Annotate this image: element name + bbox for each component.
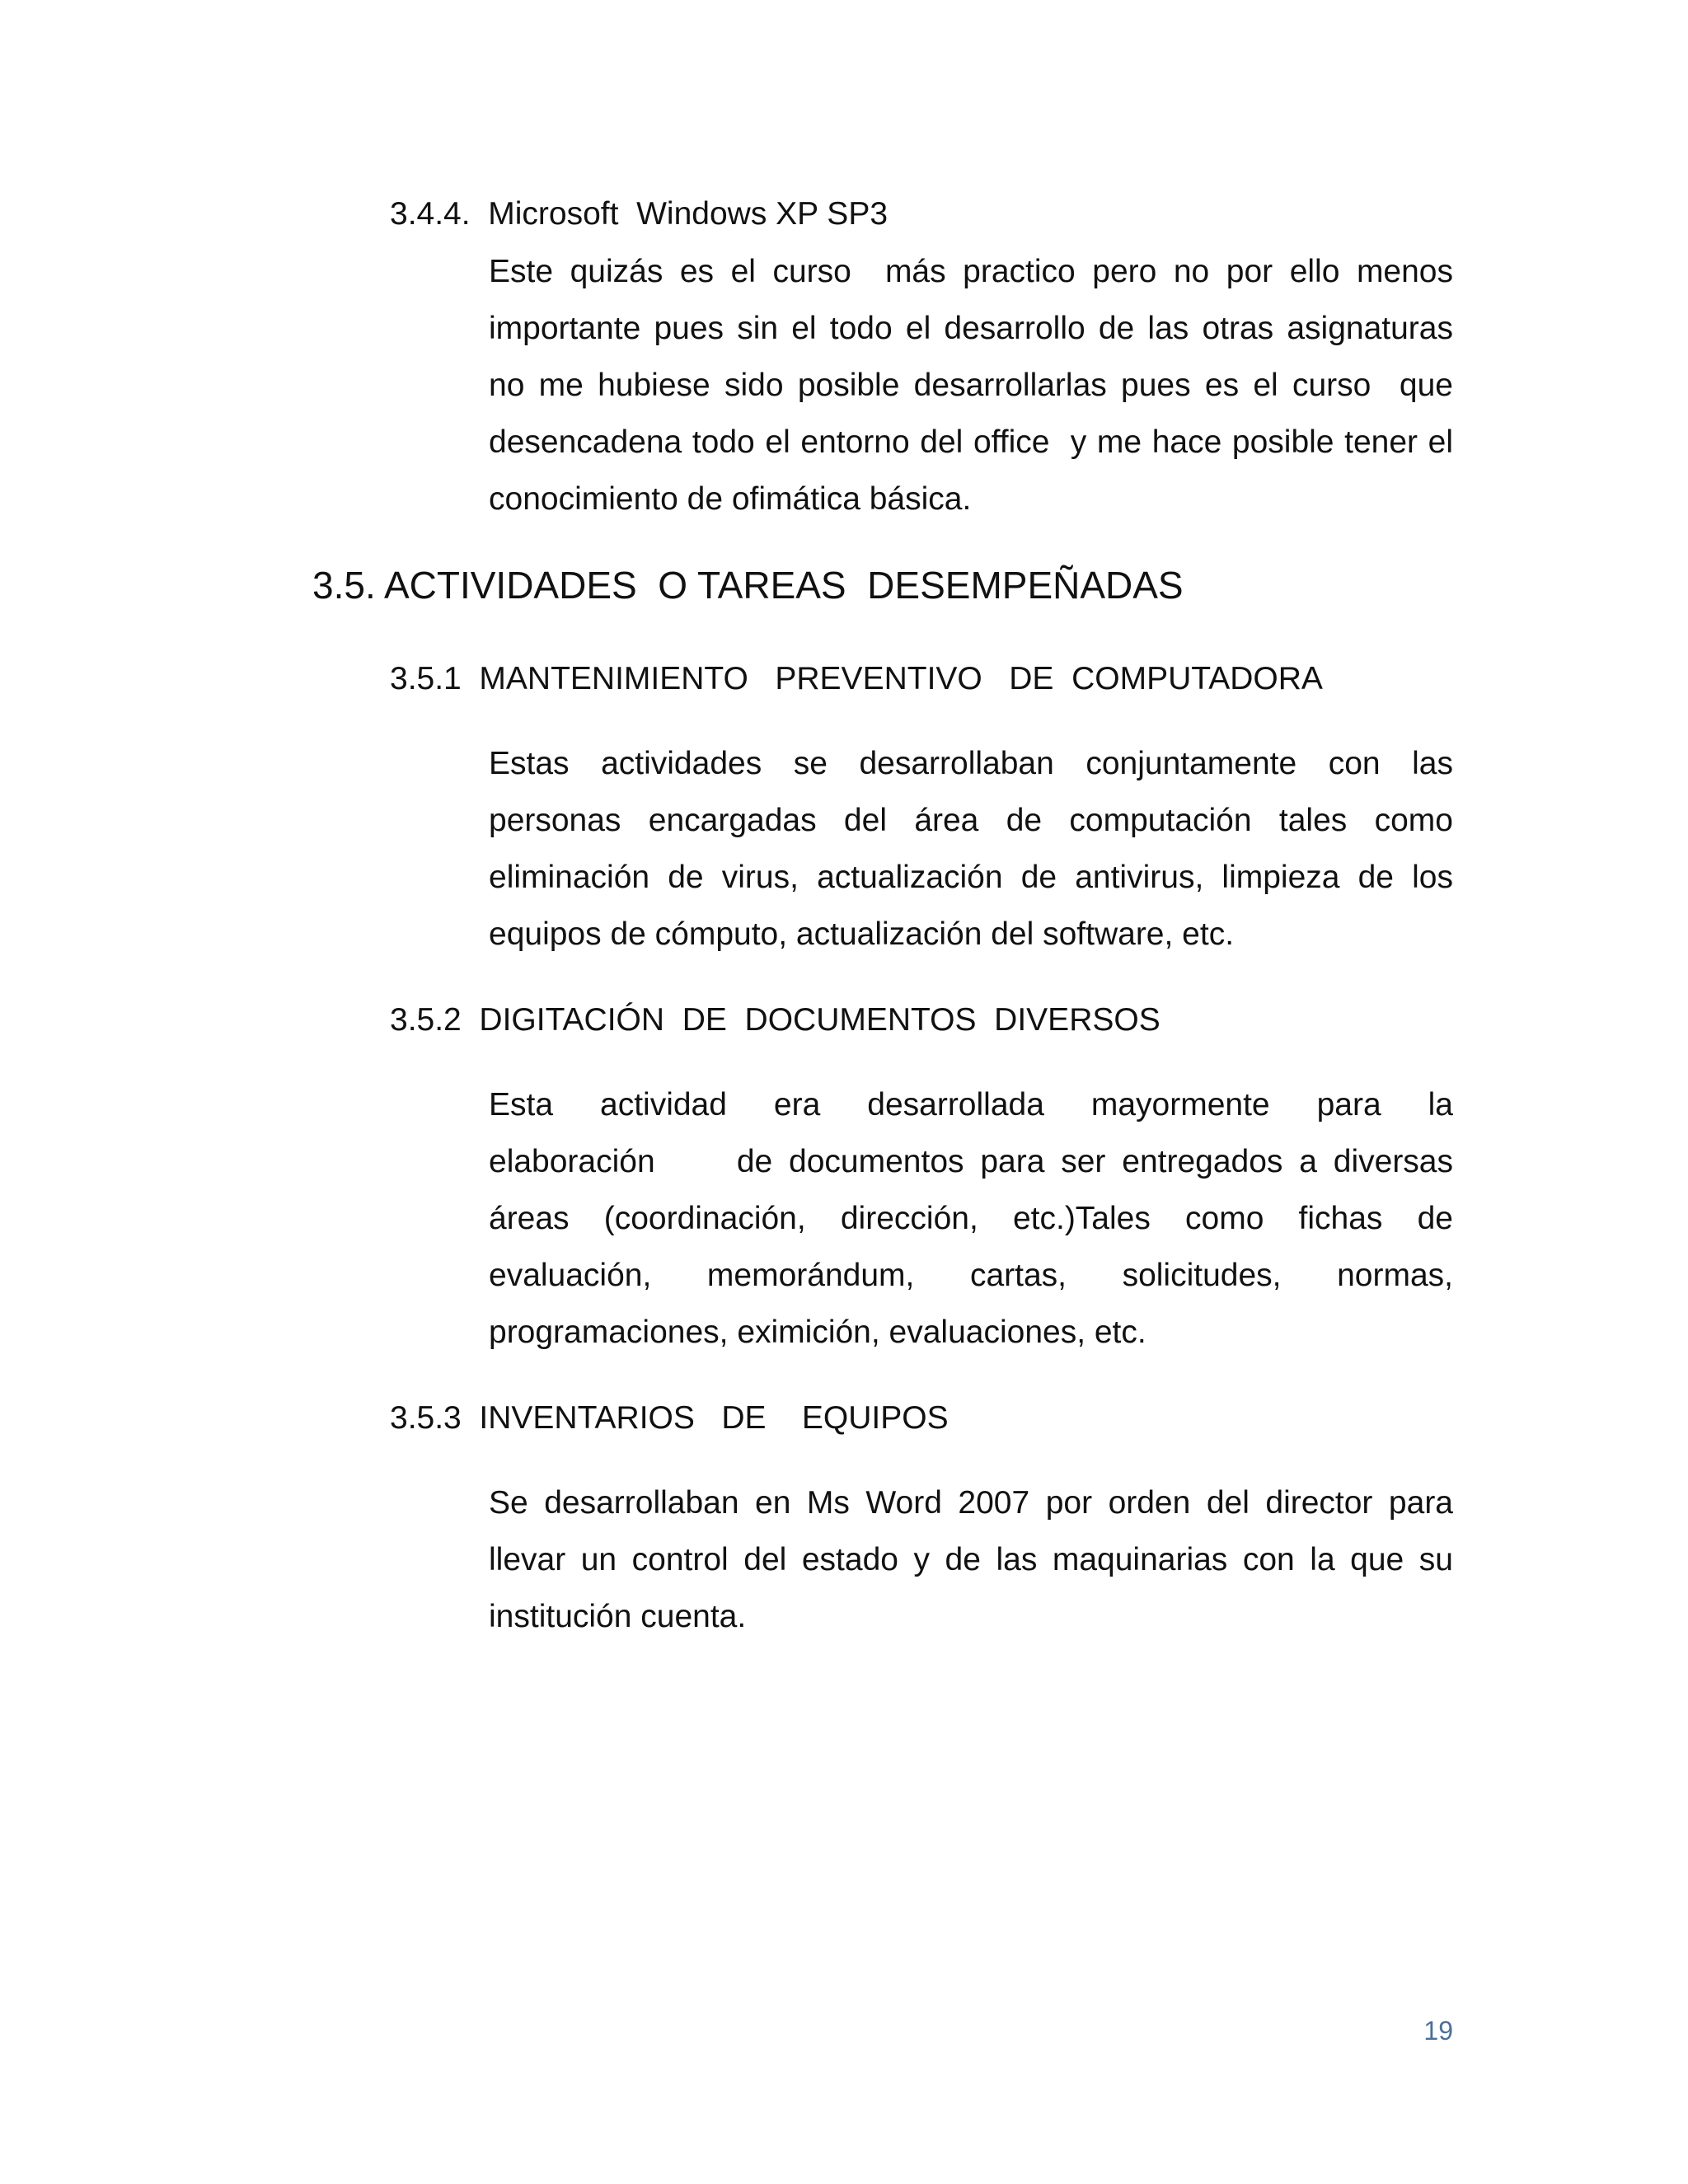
subsection-heading-353: 3.5.3 INVENTARIOS DE EQUIPOS: [390, 1400, 949, 1436]
paragraph-line: institución cuenta.: [489, 1599, 747, 1634]
paragraph-line: Este quizás es el curso más practico pero no por ello menos: [489, 254, 1453, 289]
paragraph-line: Se desarrollaban en Ms Word 2007 por orden del director para: [489, 1485, 1453, 1521]
paragraph-line: Esta actividad era desarrollada mayormente para la: [489, 1087, 1453, 1122]
paragraph-line: desencadena todo el entorno del office y me hace posible tener el: [489, 424, 1453, 460]
paragraph-352: [489, 1076, 1453, 1361]
paragraph-line: evaluación, memorándum, cartas, solicitudes, normas,: [489, 1258, 1453, 1293]
page-number: 19: [1423, 2016, 1453, 2046]
subsection-heading-344: 3.4.4. Microsoft Windows XP SP3: [390, 196, 889, 232]
paragraph-line: no me hubiese sido posible desarrollarlas pues es el curso que: [489, 368, 1453, 403]
subsection-heading-352: 3.5.2 DIGITACIÓN DE DOCUMENTOS DIVERSOS: [390, 1002, 1160, 1038]
paragraph-353: [489, 1474, 1453, 1645]
section-heading-35: 3.5. ACTIVIDADES O TAREAS DESEMPEÑADAS: [312, 564, 1184, 607]
paragraph-line: conocimiento de ofimática básica.: [489, 481, 972, 517]
paragraph-line: Estas actividades se desarrollaban conjuntamente con las: [489, 746, 1453, 781]
paragraph-351: [489, 735, 1453, 963]
paragraph-line: equipos de cómputo, actualización del software, etc.: [489, 916, 1235, 952]
paragraph-line: llevar un control del estado y de las maquinarias con la que su: [489, 1542, 1453, 1577]
paragraph-344: [489, 243, 1453, 527]
paragraph-line: elaboración de documentos para ser entregados a diversas: [489, 1144, 1453, 1179]
paragraph-line: áreas (coordinación, dirección, etc.)Tales como fichas de: [489, 1201, 1453, 1236]
paragraph-line: personas encargadas del área de computación tales como: [489, 803, 1453, 838]
paragraph-line: importante pues sin el todo el desarrollo de las otras asignaturas: [489, 311, 1453, 346]
paragraph-line: eliminación de virus, actualización de antivirus, limpieza de los: [489, 860, 1453, 895]
subsection-heading-351: 3.5.1 MANTENIMIENTO PREVENTIVO DE COMPUTADORA: [390, 661, 1323, 696]
paragraph-line: programaciones, eximición, evaluaciones, etc.: [489, 1315, 1146, 1350]
